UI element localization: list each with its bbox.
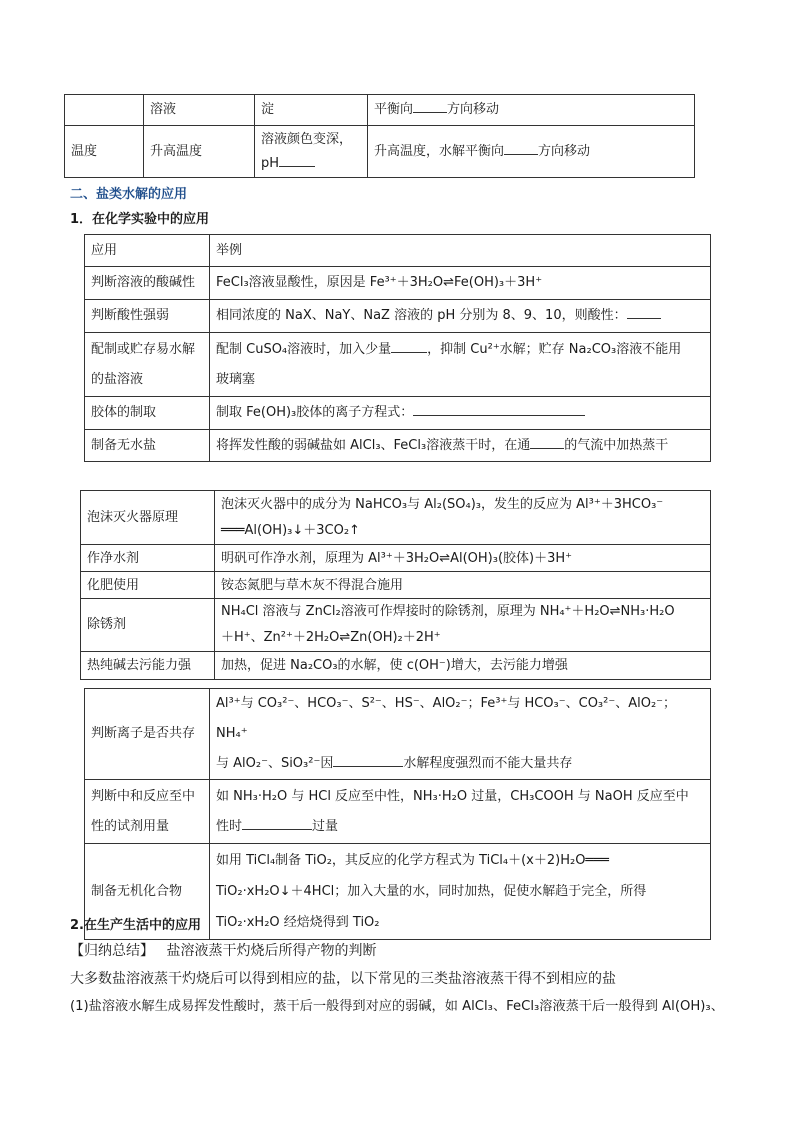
table-cell: 升高温度，水解平衡向 方向移动 [368, 126, 695, 178]
table-cell: 淀 [255, 95, 368, 126]
subsection-heading: 2.在生产生活中的应用 [70, 918, 201, 933]
table-cell: NH₄Cl 溶液与 ZnCl₂溶液可作焊接时的除锈剂，原理为 NH₄⁺＋H₂O⇌NH₃·H₂O ＋H⁺、Zn²⁺＋2H₂O⇌Zn(OH)₂＋2H⁺ [215, 599, 711, 652]
answer-blank[interactable] [391, 338, 427, 353]
table-cell: 热纯碱去污能力强 [81, 652, 215, 680]
table-cell [65, 95, 144, 126]
paragraph: 大多数盐溶液蒸干灼烧后可以得到相应的盐，以下常见的三类盐溶液蒸干得不到相应的盐 [70, 971, 616, 987]
table-cell: 将挥发性酸的弱碱盐如 AlCl₃、FeCl₃溶液蒸干时，在通 的气流中加热蒸干 [210, 430, 711, 462]
table-row [85, 333, 711, 397]
answer-blank[interactable] [279, 152, 315, 167]
table-row [85, 267, 711, 300]
table-cell: 配制或贮存易水解 的盐溶液 [85, 333, 210, 397]
table-cell: 判断中和反应至中 性的试剂用量 [85, 780, 210, 844]
table-cell: 平衡向 方向移动 [368, 95, 695, 126]
table-row [81, 599, 711, 652]
answer-blank[interactable] [413, 98, 447, 113]
table-cell: 制备无水盐 [85, 430, 210, 462]
table-row [85, 780, 711, 844]
table-cell: 铵态氮肥与草木灰不得混合施用 [215, 572, 711, 599]
table-row [65, 126, 695, 178]
table-more-applications [84, 688, 711, 940]
table-cell: 如 NH₃·H₂O 与 HCl 反应至中性，NH₃·H₂O 过量，CH₃COOH 与 NaOH 反应至中 性时 过量 [210, 780, 711, 844]
table-cell: 制备无机化合物 [85, 844, 210, 940]
column-header: 应用 [85, 235, 210, 267]
answer-blank[interactable] [504, 140, 538, 155]
table-cell: 如用 TiCl₄制备 TiO₂，其反应的化学方程式为 TiCl₄＋(x＋2)H₂O═══ TiO₂·xH₂O↓＋4HCl；加入大量的水，同时加热，促使水解趋于完全，所得 TiO₂·xH₂O 经焙烧得到 TiO₂ [210, 844, 711, 940]
top-table [64, 94, 695, 178]
table-cell: 加热，促进 Na₂CO₃的水解，使 c(OH⁻)增大，去污能力增强 [215, 652, 711, 680]
table-row [85, 430, 711, 462]
table-row [85, 300, 711, 333]
table-cell: Al³⁺与 CO₃²⁻、HCO₃⁻、S²⁻、HS⁻、AlO₂⁻；Fe³⁺与 HCO₃⁻、CO₃²⁻、AlO₂⁻；NH₄⁺ 与 AlO₂⁻、SiO₃²⁻因 水解程度强烈而不能大量共存 [210, 689, 711, 780]
table-row [81, 545, 711, 572]
table-cell: 相同浓度的 NaX、NaY、NaZ 溶液的 pH 分别为 8、9、10，则酸性： [210, 300, 711, 333]
answer-blank[interactable] [333, 752, 403, 767]
table-cell: 判断酸性强弱 [85, 300, 210, 333]
table-header-row [85, 235, 711, 267]
table-cell: 溶液颜色变深， pH [255, 126, 368, 178]
summary-title: 盐溶液蒸干灼烧后所得产物的判断 [166, 943, 377, 959]
answer-blank[interactable] [413, 401, 585, 416]
table-cell: 泡沫灭火器原理 [81, 491, 215, 545]
table-row [81, 491, 711, 545]
section-heading: 二、盐类水解的应用 [70, 187, 188, 202]
table-row [81, 652, 711, 680]
table-cell: 温度 [65, 126, 144, 178]
table-cell: 泡沫灭火器中的成分为 NaHCO₃与 Al₂(SO₄)₃，发生的反应为 Al³⁺＋3HCO₃⁻ ═══Al(OH)₃↓＋3CO₂↑ [215, 491, 711, 545]
table-row [85, 397, 711, 430]
table-cell: 判断溶液的酸碱性 [85, 267, 210, 300]
table-life-applications [80, 490, 711, 680]
table-row [81, 572, 711, 599]
summary-heading [70, 940, 376, 960]
paragraph: (1)盐溶液水解生成易挥发性酸时，蒸干后一般得到对应的弱碱，如 AlCl₃、FeCl₃溶液蒸干后一般得到 Al(OH)₃、 [70, 999, 724, 1014]
table-row [85, 689, 711, 780]
table-cell: 胶体的制取 [85, 397, 210, 430]
summary-tag: 【归纳总结】 [70, 943, 154, 959]
table-row [65, 95, 695, 126]
table-cell: 制取 Fe(OH)₃胶体的离子方程式： [210, 397, 711, 430]
subsection-heading: 1．在化学实验中的应用 [70, 212, 210, 227]
table-cell: 升高温度 [144, 126, 255, 178]
column-header: 举例 [210, 235, 711, 267]
table-cell: 除锈剂 [81, 599, 215, 652]
answer-blank[interactable] [530, 434, 564, 449]
answer-blank[interactable] [242, 815, 312, 830]
table-cell: 化肥使用 [81, 572, 215, 599]
table-cell: 作净水剂 [81, 545, 215, 572]
table-lab-applications [84, 234, 711, 462]
answer-blank[interactable] [627, 304, 661, 319]
table-cell: 配制 CuSO₄溶液时，加入少量 ，抑制 Cu²⁺水解；贮存 Na₂CO₃溶液不能用 玻璃塞 [210, 333, 711, 397]
table-cell: 判断离子是否共存 [85, 689, 210, 780]
table-cell: 溶液 [144, 95, 255, 126]
table-cell: FeCl₃溶液显酸性，原因是 Fe³⁺＋3H₂O⇌Fe(OH)₃＋3H⁺ [210, 267, 711, 300]
table-cell: 明矾可作净水剂，原理为 Al³⁺＋3H₂O⇌Al(OH)₃(胶体)＋3H⁺ [215, 545, 711, 572]
